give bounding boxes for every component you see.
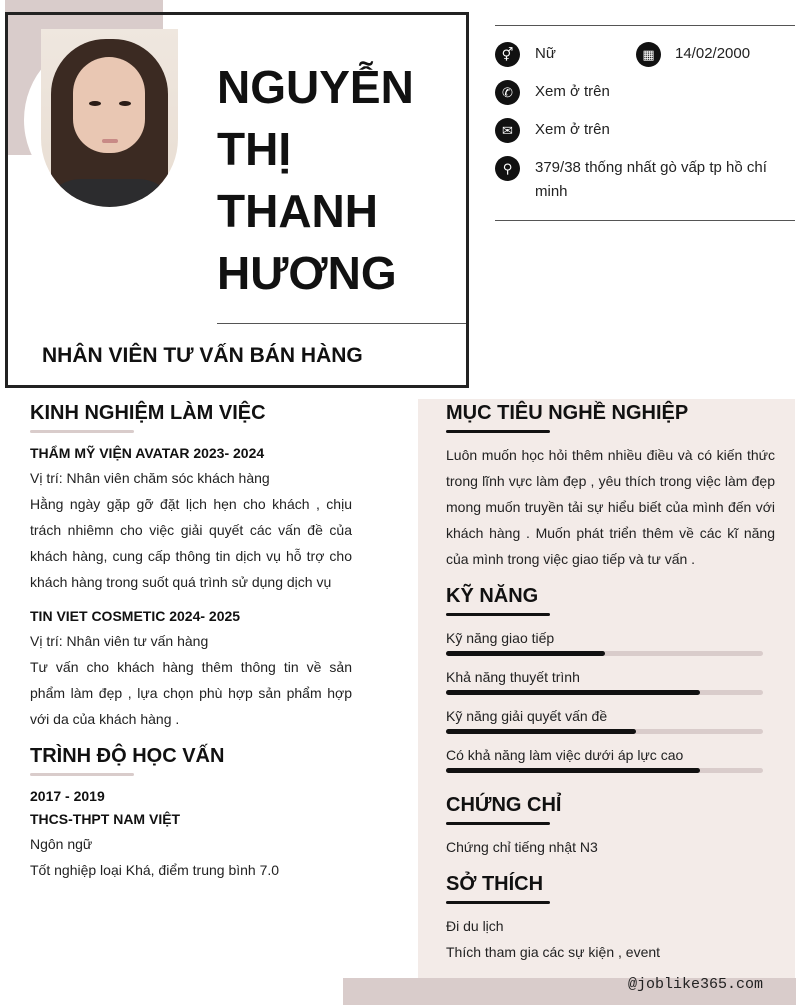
photo-mouth — [102, 139, 118, 143]
photo-eye-left — [89, 101, 101, 106]
hobby-item-1: Đi du lịch — [446, 918, 504, 934]
hobbies-underline — [446, 901, 550, 904]
photo-eye-right — [119, 101, 131, 106]
job-1-company: THẨM MỸ VIỆN AVATAR 2023- 2024 — [30, 445, 265, 461]
email-icon: ✉ — [495, 118, 520, 143]
skill-4-label: Có khả năng làm việc dưới áp lực cao — [446, 747, 684, 763]
skill-1-fill — [446, 651, 605, 656]
experience-underline — [30, 430, 134, 433]
objective-title: MỤC TIÊU NGHỀ NGHIỆP — [446, 402, 689, 424]
candidate-name: NGUYỄN THỊ THANH HƯƠNG — [217, 61, 414, 299]
job-2-description: Tư vấn cho khách hàng thêm thông tin về sản phẩm làm đẹp , lựa chọn phù hợp sản phẩm hợp với da của khách hàng . — [30, 659, 352, 727]
skill-3-track — [446, 729, 763, 734]
contact-divider-bottom — [495, 220, 795, 221]
education-major: Ngôn ngữ — [30, 836, 93, 852]
gender-icon: ⚥ — [495, 42, 520, 67]
certificates-underline — [446, 822, 550, 825]
gender-value: Nữ — [535, 45, 556, 62]
profile-photo — [41, 29, 178, 207]
job-1-position: Vị trí: Nhân viên chăm sóc khách hàng — [30, 470, 270, 486]
skill-3-label: Kỹ năng giải quyết vấn đề — [446, 708, 608, 724]
objective-text: Luôn muốn học hỏi thêm nhiều điều và có kiến thức trong lĩnh vực làm đẹp , yêu thích trong việc làm đẹp mong muốn truyền tải sự hiểu biết của mình đến với khách hàng . Muốn phát triển thêm về các kĩ năng của mình trong việc giao tiếp và tư vấn . — [446, 447, 775, 567]
watermark-text: @joblike365.com — [628, 976, 764, 993]
skill-3-fill — [446, 729, 636, 734]
education-result: Tốt nghiệp loại Khá, điểm trung bình 7.0 — [30, 862, 280, 878]
email-value: Xem ở trên — [535, 121, 610, 138]
skill-2-fill — [446, 690, 700, 695]
experience-title: KINH NGHIỆM LÀM VIỆC — [30, 402, 266, 424]
address-value: 379/38 thống nhất gò vấp tp hồ chí minh — [535, 159, 767, 200]
skill-4-fill — [446, 768, 700, 773]
skill-2-label: Khả năng thuyết trình — [446, 669, 580, 685]
skill-2-track — [446, 690, 763, 695]
education-school: THCS-THPT NAM VIỆT — [30, 811, 181, 827]
certificate-item-1: Chứng chỉ tiếng nhật N3 — [446, 839, 598, 855]
hobby-item-2: Thích tham gia các sự kiện , event — [446, 944, 661, 960]
skills-title: KỸ NĂNG — [446, 585, 539, 607]
job-1-description: Hằng ngày gặp gỡ đặt lịch hẹn cho khách , chịu trách nhiêmn cho việc giải quyết các vấn đề của khách hàng, cung cấp thông tin dịch vụ hỗ trợ cho khách hàng trong suốt quá trình sử dụng dịch vụ — [30, 496, 352, 590]
certificates-title: CHỨNG CHỈ — [446, 794, 562, 816]
education-underline — [30, 773, 134, 776]
skills-underline — [446, 613, 550, 616]
skill-1-track — [446, 651, 763, 656]
photo-shirt — [41, 179, 178, 207]
calendar-icon: ▦ — [636, 42, 661, 67]
job-2-position: Vị trí: Nhân viên tư vấn hàng — [30, 633, 209, 649]
job-title: NHÂN VIÊN TƯ VẤN BÁN HÀNG — [42, 344, 363, 367]
phone-icon: ✆ — [495, 80, 520, 105]
skill-4-track — [446, 768, 763, 773]
education-title: TRÌNH ĐỘ HỌC VẤN — [30, 745, 225, 767]
job-2-company: TIN VIET COSMETIC 2024- 2025 — [30, 608, 241, 624]
location-icon: ⚲ — [495, 156, 520, 181]
skill-1-label: Kỹ năng giao tiếp — [446, 630, 555, 646]
objective-underline — [446, 430, 550, 433]
education-years: 2017 - 2019 — [30, 788, 105, 804]
birthday-value: 14/02/2000 — [675, 45, 751, 62]
phone-value: Xem ở trên — [535, 83, 610, 100]
hobbies-title: SỞ THÍCH — [446, 873, 544, 895]
name-divider — [217, 323, 466, 324]
contact-divider-top — [495, 25, 795, 26]
